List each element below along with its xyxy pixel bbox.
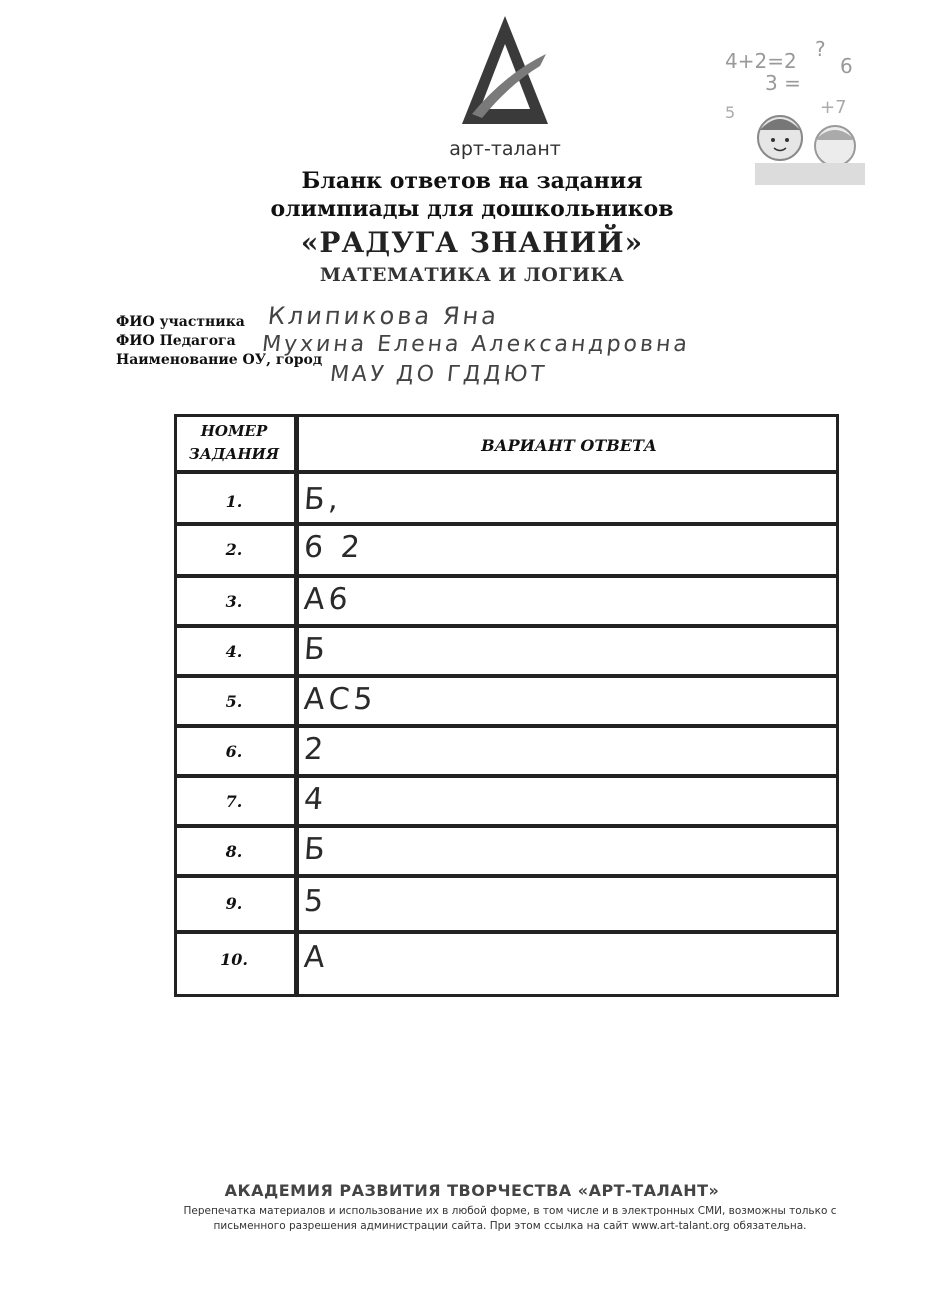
olympiad-name: «РАДУГА ЗНАНИЙ»: [300, 226, 644, 259]
task-number: 9.: [225, 894, 243, 913]
task-number: 3.: [225, 592, 243, 611]
row-divider: [174, 574, 839, 578]
children-math-illustration-icon: [720, 28, 890, 188]
answer-value: 5: [302, 884, 329, 919]
answer-value: 6 2: [302, 530, 365, 565]
school-label: Наименование ОУ, город: [116, 352, 323, 368]
row-divider: [174, 624, 839, 628]
row-divider: [174, 470, 839, 474]
row-divider: [174, 674, 839, 678]
answer-value: Б: [302, 832, 330, 867]
row-divider: [174, 824, 839, 828]
art-talant-logo-icon: [460, 14, 550, 129]
participant-value: Клипикова Яна: [266, 302, 501, 330]
teacher-label: ФИО Педагога: [116, 333, 236, 349]
school-value: МАУ ДО ГДДЮТ: [328, 362, 549, 387]
svg-text:6: 6: [840, 54, 853, 78]
svg-text:?: ?: [815, 37, 826, 61]
task-number: 8.: [225, 842, 243, 861]
answer-value: 2: [302, 732, 329, 767]
task-number: 4.: [225, 642, 243, 661]
svg-text:+7: +7: [820, 97, 847, 118]
brand-name: арт-талант: [449, 138, 561, 160]
header-number: [174, 420, 294, 466]
column-divider: [294, 414, 299, 997]
form-title-line2: олимпиады для дошкольников: [270, 196, 674, 222]
row-divider: [174, 724, 839, 728]
task-number: 1.: [225, 492, 243, 511]
header-number-line1: НОМЕР: [200, 422, 268, 440]
task-number: 7.: [225, 792, 243, 811]
subject-title: МАТЕМАТИКА И ЛОГИКА: [319, 264, 625, 286]
task-number: 10.: [220, 950, 248, 969]
row-divider: [174, 874, 839, 878]
header-number-line2: ЗАДАНИЯ: [188, 445, 280, 463]
row-divider: [174, 930, 839, 934]
svg-text:3 =: 3 =: [765, 71, 801, 95]
footer-notice-line2: письменного разрешения администрации сайта. При этом ссылка на сайт www.art-talant.org обязательна.: [213, 1220, 807, 1232]
task-number: 5.: [225, 692, 243, 711]
footer-notice-line1: Перепечатка материалов и использование их в любой форме, в том числе и в электронных СМИ, возможны только с: [183, 1205, 837, 1217]
header-answer: ВАРИАНТ ОТВЕТА: [481, 436, 657, 455]
answer-value: А6: [302, 582, 353, 617]
task-number: 2.: [225, 540, 243, 559]
answer-value: А: [302, 940, 330, 975]
task-number: 6.: [225, 742, 243, 761]
svg-text:4+2=2: 4+2=2: [725, 49, 797, 73]
answer-table: [174, 414, 839, 997]
teacher-value: Мухина Елена Александровна: [260, 332, 692, 357]
form-title-line1: Бланк ответов на задания: [301, 168, 643, 194]
brand-logo: [440, 14, 570, 164]
answer-value: Б,: [302, 482, 344, 517]
svg-text:5: 5: [725, 103, 736, 122]
row-divider: [174, 522, 839, 526]
answer-value: 4: [302, 782, 329, 817]
answer-value: Б: [302, 632, 330, 667]
participant-label: ФИО участника: [116, 314, 245, 330]
footer-title: АКАДЕМИЯ РАЗВИТИЯ ТВОРЧЕСТВА «АРТ-ТАЛАНТ»: [224, 1181, 720, 1200]
row-divider: [174, 774, 839, 778]
answer-value: АС5: [302, 682, 378, 717]
